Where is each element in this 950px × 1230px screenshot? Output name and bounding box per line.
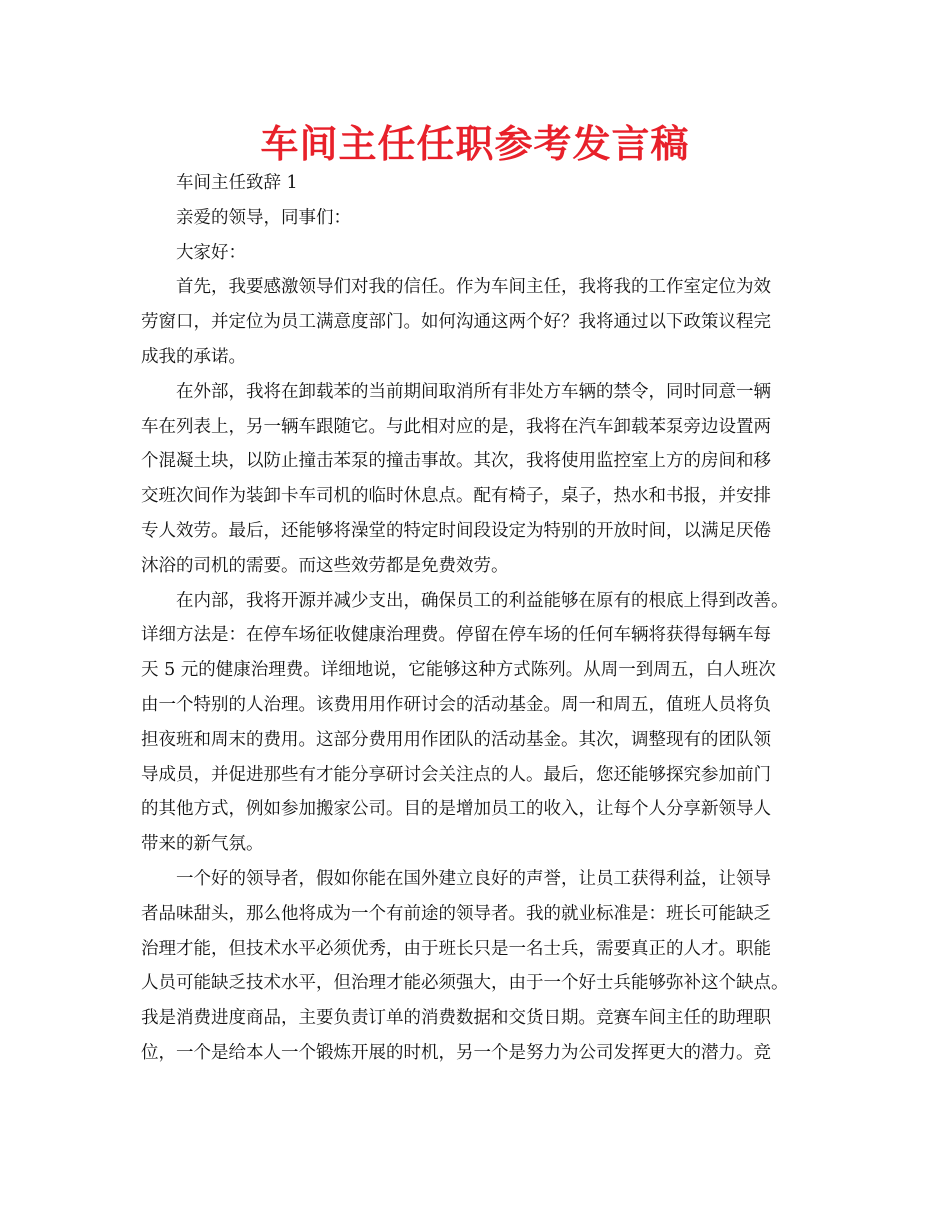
document-line: 位，一个是给本人一个锻炼开展的时机，另一个是努力为公司发挥更大的潜力。竞 bbox=[141, 1042, 771, 1063]
document-body bbox=[141, 166, 815, 1071]
document-line: 我是消费进度商品，主要负责订单的消费数据和交货日期。竞赛车间主任的助理职 bbox=[141, 1008, 771, 1029]
document-line: 导成员，并促进那些有才能分享研讨会关注点的人。最后，您还能够探究参加前门 bbox=[141, 764, 771, 785]
document-line: 专人效劳。最后，还能够将澡堂的特定时间段设定为特别的开放时间，以满足厌倦 bbox=[141, 520, 771, 541]
document-line: 带来的新气氛。 bbox=[141, 834, 264, 855]
document-line: 天 5 元的健康治理费。详细地说，它能够这种方式陈列。从周一到周五，白人班次 bbox=[141, 660, 776, 681]
document-line: 一个好的领导者，假如你能在国外建立良好的声誉，让员工获得利益，让领导 bbox=[176, 868, 771, 889]
document-line: 在外部，我将在卸载苯的当前期间取消所有非处方车辆的禁令，同时同意一辆 bbox=[176, 381, 771, 402]
document-title: 车间主任任职参考发言稿 bbox=[260, 122, 690, 166]
document-line: 个混凝土块，以防止撞击苯泵的撞击事故。其次，我将使用监控室上方的房间和移 bbox=[141, 451, 771, 472]
document-line: 人员可能缺乏技术水平，但治理才能必须强大，由于一个好士兵能够弥补这个缺点。 bbox=[141, 973, 789, 994]
document-line: 首先，我要感激领导们对我的信任。作为车间主任，我将我的工作室定位为效 bbox=[176, 277, 771, 298]
document-line: 治理才能，但技术水平必须优秀，由于班长只是一名士兵，需要真正的人才。职能 bbox=[141, 938, 771, 959]
document-line: 的其他方式，例如参加搬家公司。目的是增加员工的收入，让每个人分享新领导人 bbox=[141, 799, 771, 820]
document-line: 由一个特别的人治理。该费用用作研讨会的活动基金。周一和周五，值班人员将负 bbox=[141, 694, 771, 715]
document-line: 大家好： bbox=[176, 242, 246, 263]
document-line: 担夜班和周末的费用。这部分费用用作团队的活动基金。其次，调整现有的团队领 bbox=[141, 729, 771, 750]
document-line: 沐浴的司机的需要。而这些效劳都是免费效劳。 bbox=[141, 555, 509, 576]
document-line: 劳窗口，并定位为员工满意度部门。如何沟通这两个好？我将通过以下政策议程完 bbox=[141, 312, 771, 333]
document-line: 者品味甜头，那么他将成为一个有前途的领导者。我的就业标准是：班长可能缺乏 bbox=[141, 903, 771, 924]
document-line: 在内部，我将开源并减少支出，确保员工的利益能够在原有的根底上得到改善。 bbox=[176, 590, 789, 611]
document-line: 车在列表上，另一辆车跟随它。与此相对应的是，我将在汽车卸载苯泵旁边设置两 bbox=[141, 416, 771, 437]
document-line: 亲爱的领导，同事们： bbox=[176, 207, 351, 228]
document-line: 详细方法是：在停车场征收健康治理费。停留在停车场的任何车辆将获得每辆车每 bbox=[141, 625, 771, 646]
document-line: 车间主任致辞 1 bbox=[176, 173, 298, 193]
document-line: 成我的承诺。 bbox=[141, 346, 246, 367]
document-line: 交班次间作为装卸卡车司机的临时休息点。配有椅子，桌子，热水和书报，并安排 bbox=[141, 486, 771, 507]
